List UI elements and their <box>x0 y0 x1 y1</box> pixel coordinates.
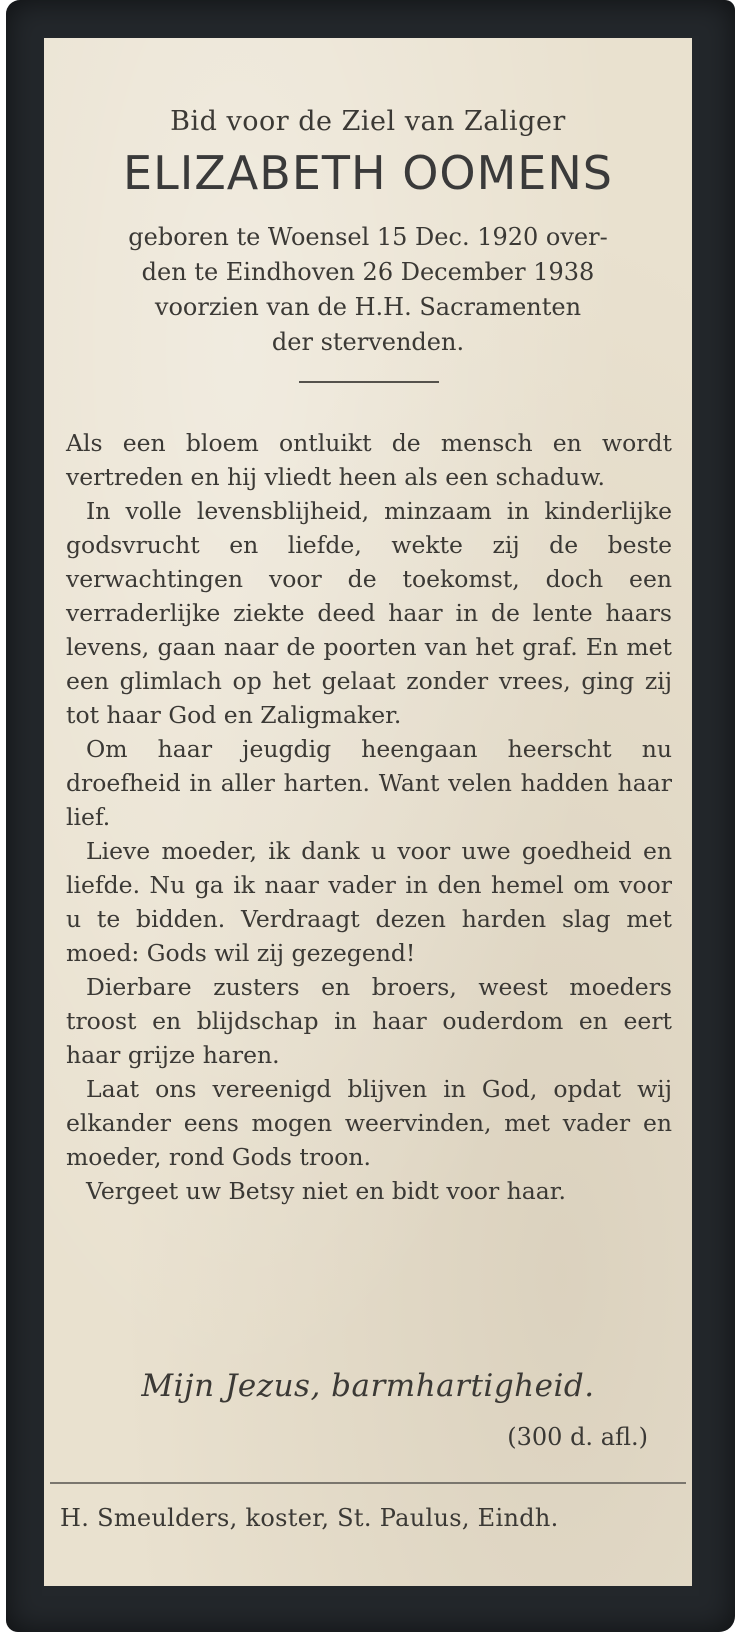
paragraph: Om haar jeugdig heengaan heerscht nu droefheid in aller harten. Want velen hadden haar lief. <box>66 735 672 831</box>
birth-line: geboren te Woensel 15 Dec. 1920 over- <box>128 223 608 251</box>
paragraph: Als een bloem ontluikt de mensch en wordt vertreden en hij vliedt heen als een schaduw. <box>66 429 672 491</box>
printer-credit: H. Smeulders, koster, St. Paulus, Eindh. <box>60 1504 559 1532</box>
footer-rule <box>50 1482 686 1484</box>
deceased-name: ELIZABETH OOMENS <box>123 146 613 200</box>
paragraph: In volle levensblijheid, minzaam in kinderlijke godsvrucht en liefde, wekte zij de beste verwachtingen voor de toekomst, doch een verraderlijke ziekte deed haar in de lente haars levens, gaan naar de poorten van het graf. En met een glimlach op het gelaat zonder vrees, ging zij tot haar God en Zaligmaker. <box>66 497 672 729</box>
prayer-line: Bid voor de Ziel van Zaliger <box>170 106 566 137</box>
birth-line: der stervenden. <box>271 328 465 356</box>
divider <box>299 381 439 383</box>
indulgence-note: (300 d. afl.) <box>507 1423 648 1451</box>
memorial-text <box>66 426 672 1208</box>
paragraph: Laat ons vereenigd blijven in God, opdat wij elkander eens mogen weervinden, met vader en moeder, rond Gods troon. <box>66 1075 672 1171</box>
paragraph: Vergeet uw Betsy niet en bidt voor haar. <box>86 1177 566 1205</box>
memorial-card <box>44 38 692 1586</box>
birth-line: den te Eindhoven 26 December 1938 <box>141 258 595 286</box>
birth-line: voorzien van de H.H. Sacramenten <box>154 293 582 321</box>
closing-prayer: Mijn Jezus, barmhartigheid. <box>141 1368 595 1404</box>
paragraph: Lieve moeder, ik dank u voor uwe goedheid en liefde. Nu ga ik naar vader in den hemel om voor u te bidden. Verdraagt dezen harden slag met moed: Gods wil zij gezegend! <box>66 837 672 967</box>
birth-death-details <box>64 220 672 360</box>
paragraph: Dierbare zusters en broers, weest moeders troost en blijdschap in haar ouderdom en eert haar grijze haren. <box>66 973 672 1069</box>
